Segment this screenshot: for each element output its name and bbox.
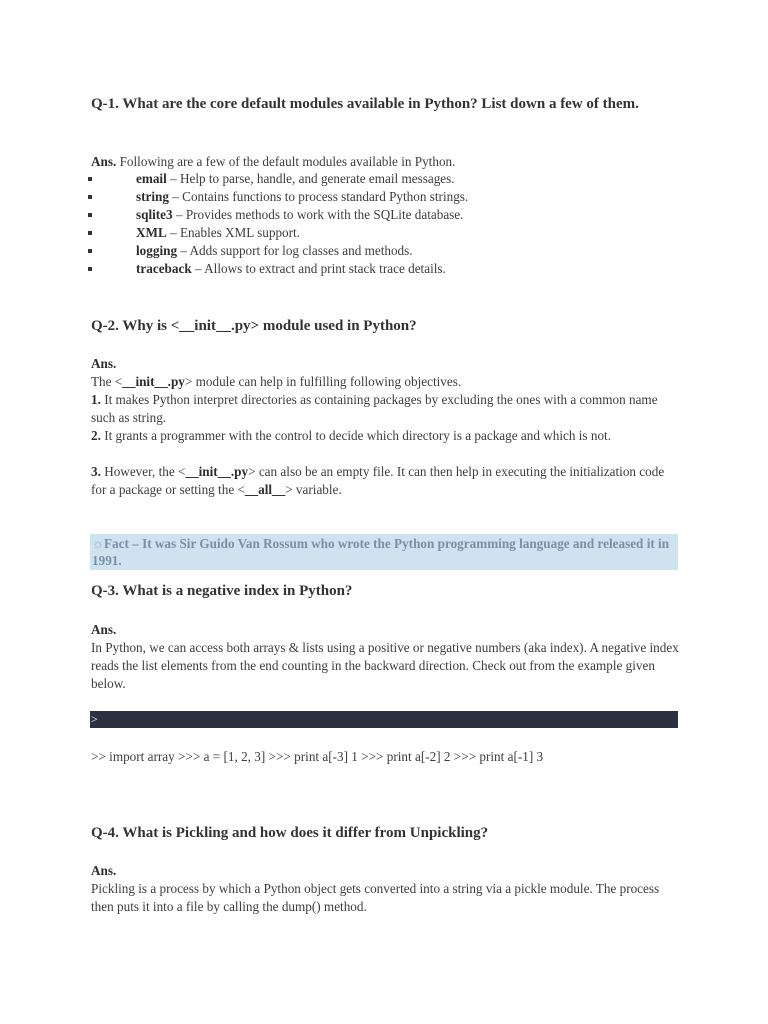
point-text: It grants a programmer with the control to decide which directory is a package and which is not. bbox=[100, 428, 612, 443]
module-desc: – Enables XML support. bbox=[170, 225, 300, 240]
init-py-term: __init__.py bbox=[185, 464, 249, 479]
text-fragment: > variable. bbox=[285, 482, 342, 497]
text-fragment: > module can help in fulfilling following objectives. bbox=[184, 374, 462, 389]
q2-point-2 bbox=[91, 427, 681, 445]
point-number: 3. bbox=[91, 464, 101, 479]
q2-point-1 bbox=[91, 391, 681, 427]
question-1-heading: Q-1. What are the core default modules available in Python? List down a few of them. bbox=[91, 96, 639, 112]
q4-answer-body: Pickling is a process by which a Python object gets converted into a string via a pickle module. The process then puts it into a file by calling the dump() method. bbox=[91, 881, 660, 914]
answer-label: Ans. bbox=[91, 863, 117, 878]
fact-callout bbox=[90, 534, 678, 570]
all-term: __all__ bbox=[244, 482, 286, 497]
text-fragment: However, the < bbox=[100, 464, 186, 479]
code-example: >> import array >>> a = [1, 2, 3] >>> print a[-3] 1 >>> print a[-2] 2 >>> print a[-1] 3 bbox=[91, 749, 544, 764]
bullet-icon bbox=[88, 249, 92, 253]
q4-answer-label bbox=[91, 862, 681, 880]
bullet-icon bbox=[88, 231, 92, 235]
text-fragment: > can also be an empty file. It can then help in executing the initialization code for a package or setting the < bbox=[91, 464, 665, 497]
question-3-heading: Q-3. What is a negative index in Python? bbox=[91, 583, 353, 599]
module-name: XML bbox=[136, 225, 167, 240]
init-py-term: __init__.py bbox=[122, 374, 185, 389]
answer-label: Ans. bbox=[91, 622, 117, 637]
bullet-icon bbox=[88, 177, 92, 181]
q2-answer-line bbox=[91, 373, 681, 391]
module-name: string bbox=[136, 189, 169, 204]
answer-label: Ans. bbox=[91, 356, 117, 371]
module-desc: – Adds support for log classes and methods. bbox=[180, 243, 413, 258]
point-text: It makes Python interpret directories as containing packages by excluding the ones with a common name such as string. bbox=[91, 392, 658, 425]
point-number: 1. bbox=[91, 392, 101, 407]
question-2-heading: Q-2. Why is <__init__.py> module used in Python? bbox=[91, 318, 417, 334]
module-desc: – Contains functions to process standard Python strings. bbox=[172, 189, 469, 204]
text-fragment: The < bbox=[91, 374, 123, 389]
module-name: sqlite3 bbox=[136, 207, 173, 222]
module-desc: – Help to parse, handle, and generate email messages. bbox=[170, 171, 455, 186]
code-block-header bbox=[90, 711, 678, 728]
answer-intro-text: Following are a few of the default modules available in Python. bbox=[119, 154, 456, 169]
q1-answer-intro bbox=[91, 153, 681, 171]
module-desc: – Provides methods to work with the SQLite database. bbox=[175, 207, 464, 222]
answer-label: Ans. bbox=[91, 154, 117, 169]
module-name: traceback bbox=[136, 261, 192, 276]
q2-point-3 bbox=[91, 463, 681, 499]
fact-text: Fact – It was Sir Guido Van Rossum who wrote the Python programming language and released it in 1991. bbox=[92, 536, 670, 568]
lightbulb-icon: ☼ bbox=[92, 536, 105, 551]
q2-answer-label bbox=[91, 355, 681, 373]
bullet-icon bbox=[88, 213, 92, 217]
module-name: email bbox=[136, 171, 167, 186]
bullet-icon bbox=[88, 195, 92, 199]
code-prompt: > bbox=[91, 712, 98, 726]
question-4-heading: Q-4. What is Pickling and how does it differ from Unpickling? bbox=[91, 825, 489, 841]
bullet-icon bbox=[88, 267, 92, 271]
q3-answer-label bbox=[91, 621, 681, 639]
point-number: 2. bbox=[91, 428, 101, 443]
q3-answer-body: In Python, we can access both arrays & lists using a positive or negative numbers (aka index). A negative index reads the list elements from the end counting in the backward direction. Check out from the example given below. bbox=[91, 640, 679, 691]
module-name: logging bbox=[136, 243, 178, 258]
module-desc: – Allows to extract and print stack trace details. bbox=[194, 261, 446, 276]
